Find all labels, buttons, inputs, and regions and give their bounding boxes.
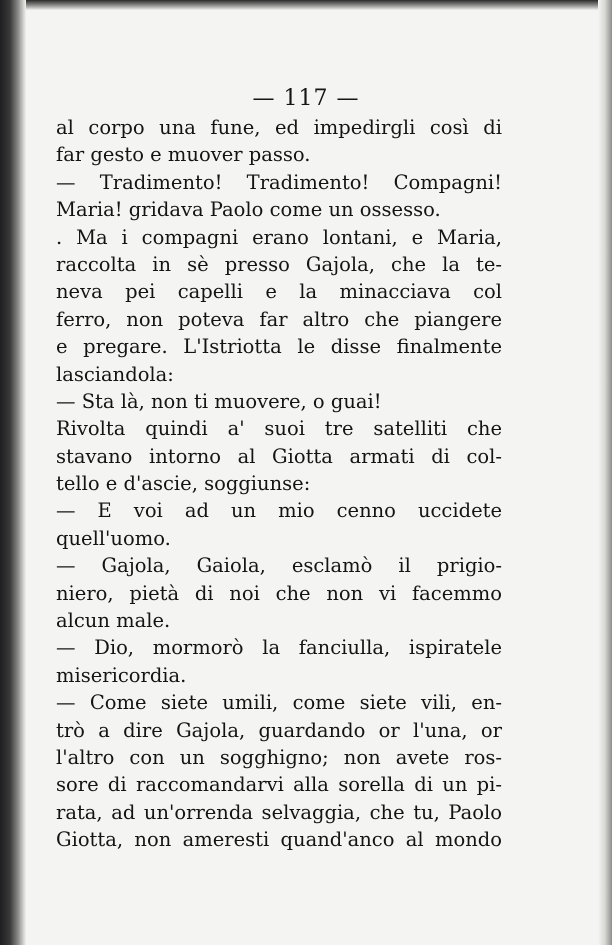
text-line: stavano intorno al Giotta armati di col- bbox=[56, 444, 502, 468]
book-binding-edge bbox=[0, 0, 26, 945]
text-line: al corpo una fune, ed impedirgli così di bbox=[56, 116, 502, 139]
text-line: far gesto e muover passo. bbox=[56, 143, 311, 167]
text-line: trò a dire Gajola, guardando or l'una, or bbox=[56, 718, 502, 742]
text-line: niero, pietà di noi che non vi facemmo bbox=[56, 581, 502, 605]
text-line: misericordia. bbox=[56, 663, 187, 687]
text-line: — Come siete umili, come siete vili, en- bbox=[56, 691, 502, 715]
text-line: — Sta là, non ti muovere, o guai! bbox=[56, 389, 382, 413]
text-line: alcun male. bbox=[56, 609, 171, 633]
page-top-shadow bbox=[0, 0, 612, 10]
text-line: rata, ad un'orrenda selvaggia, che tu, Paolo bbox=[56, 800, 502, 824]
text-line: quell'uomo. bbox=[56, 526, 171, 550]
text-line: Giotta, non ameresti quand'anco al mondo bbox=[56, 828, 502, 852]
text-line: raccolta in sè presso Gajola, che la te- bbox=[56, 252, 502, 276]
text-line: . Ma i compagni erano lontani, e Maria, bbox=[56, 225, 502, 249]
text-line: ferro, non poteva far altro che piangere bbox=[56, 307, 502, 331]
text-line: neva pei capelli e la minacciava col bbox=[56, 280, 502, 304]
text-line: e pregare. L'Istriotta le disse finalmente bbox=[56, 335, 502, 359]
text-line: sore di raccomandarvi alla sorella di un pi- bbox=[56, 773, 502, 797]
text-line: — Dio, mormorò la fanciulla, ispiratele bbox=[56, 636, 502, 660]
page-right-shadow bbox=[598, 0, 612, 945]
text-line: — Tradimento! Tradimento! Compagni! bbox=[56, 170, 502, 194]
text-line: l'altro con un sogghigno; non avete ros- bbox=[56, 745, 502, 769]
text-line: Rivolta quindi a' suoi tre satelliti che bbox=[56, 417, 502, 441]
text-line: Maria! gridava Paolo come un ossesso. bbox=[56, 198, 441, 222]
text-line: — Gajola, Gaiola, esclamò il prigio- bbox=[56, 554, 502, 578]
text-line: tello e d'ascie, soggiunse: bbox=[56, 472, 311, 496]
body-text bbox=[56, 114, 502, 854]
page-number: — 117 — bbox=[252, 86, 360, 111]
text-line: lasciandola: bbox=[56, 362, 174, 386]
text-line: — E voi ad un mio cenno uccidete bbox=[56, 499, 502, 523]
